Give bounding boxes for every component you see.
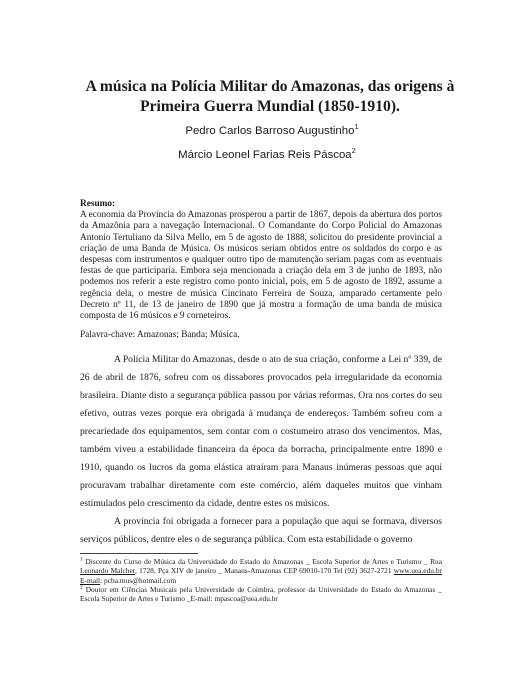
footnote-2-text: Doutor em Ciências Musicais pela Universidade de Coimbra, professor da Universidade do Estado do Amazonas _ Escola Superior de Artes e Turismo _E-mail: mpascoa@uea.edu.br	[80, 584, 442, 604]
author-1	[0, 122, 522, 137]
footnote-separator	[80, 553, 198, 554]
author-1-name: Pedro Carlos Barroso Augustinho	[185, 125, 355, 137]
footnote-1-street-link: Leonardo Malcher	[80, 566, 135, 576]
author-2-name: Márcio Leonel Farias Reis Páscoa	[178, 149, 352, 161]
body-paragraph-2: A província foi obrigada a fornecer para a população que aqui se formava, diversos serviços públicos, dentre eles o de segurança pública. Com esta estabilidade o governo	[80, 516, 442, 545]
footnote-1-website-link[interactable]: www.uea.edu.br E-mail	[80, 566, 442, 585]
author-2-footnote-ref: 2	[351, 146, 356, 156]
footnote-2-number: 2	[80, 584, 83, 591]
keywords: Palavra-chave: Amazonas; Banda; Música.	[80, 330, 240, 340]
body-paragraph-1: A Polícia Militar do Amazonas, desde o ato de sua criação, conforme a Lei nº 339, de 26 de abril de 1876, sofreu com os dissabores provocados pela irregularidade da economia brasileira. Diante disto a segurança pública passou por várias reformas. Ora nos cortes do seu efetivo, outras vezes porque era obrigada à mudança de endereços. Também sofreu com a precariedade dos equipamentos, sem contar com o costumeiro atraso dos vencimentos. Mas, também viveu a estabilidade financeira da época da borracha, principalmente entre 1890 e 1910, quando os lucros da goma elástica atraíram para Manaus inúmeras pessoas que aqui procuravam trabalhar diretamente com este comércio, além daqueles muitos que vinham estimulados pelo crescimento da cidade, dentre estes os músicos.	[80, 354, 442, 509]
paper-title: A música na Polícia Militar do Amazonas, das origens à Primeira Guerra Mundial (1850-1910).	[85, 78, 455, 115]
footnote-1-number: 1	[80, 556, 83, 563]
footnotes	[80, 557, 442, 603]
author-2	[0, 146, 522, 161]
abstract-text: A economia da Província do Amazonas prosperou a partir de 1867, depois da abertura dos portos da Amazônia para a navegação Internacional. O Comandante do Corpo Policial do Amazonas Antonio Tertuliano da Silva Mello, em 5 de agosto de 1888, solicitou do presidente provincial a criação de uma Banda de Música. Os músicos seriam obtidos entre os soldados do corpo e as despesas com instrumentos e qualquer outro tipo de manutenção seriam pagas com as eventuais festas de que participaria. Embora seja mencionada a criação dela em 3 de junho de 1893, não podemos nos referir a este registro como ponto inicial, pois, em 5 de agosto de 1892, assume a regência dela, o mestre de música Cincinato Ferreira de Souza, amparado certamente pelo Decreto nº 11, de 13 de janeiro de 1890 que já mostra a formação de uma banda de música composta de 16 músicos e 9 corneteiros.	[80, 210, 442, 322]
author-1-footnote-ref: 1	[354, 122, 359, 132]
body-text	[80, 351, 442, 549]
abstract-heading: Resumo:	[80, 199, 116, 209]
footnote-1-text-c: : pcba.mus@hotmail.com	[100, 575, 177, 585]
footnote-1-text-a: Discente do Curso de Música da Universidade do Estado do Amazonas _ Escola Superior de Artes e Turismo _ Rua	[85, 557, 442, 566]
footnote-2	[80, 585, 442, 604]
footnote-1	[80, 557, 442, 585]
footnote-1-text-b: , 1728, Pça XIV de janeiro _ Manaus-Amazonas CEP 69010-170 Tel (92) 3627-2721	[134, 566, 394, 576]
abstract	[80, 199, 442, 322]
